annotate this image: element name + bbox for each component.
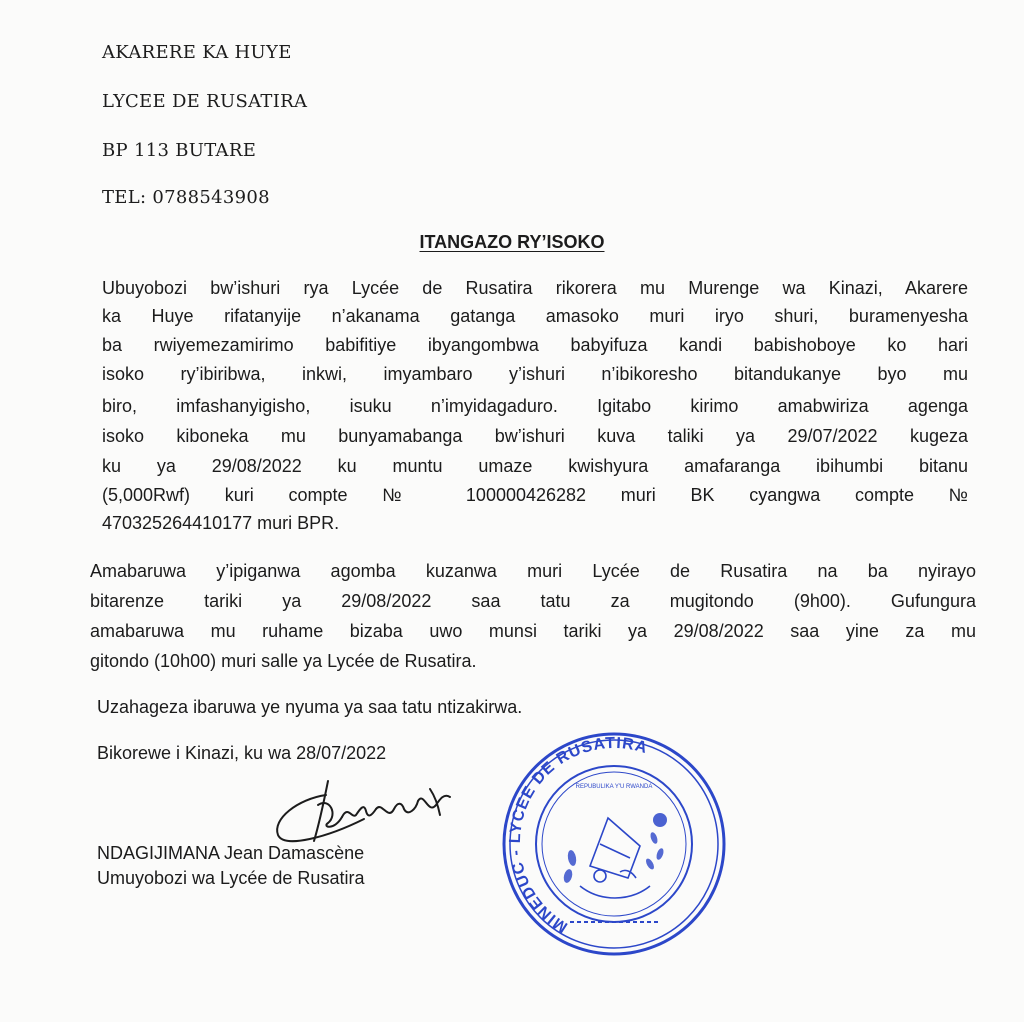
- signatory-title: Umuyobozi wa Lycée de Rusatira: [97, 868, 365, 888]
- paragraph-line: ba rwiyemezamirimo babifitiye ibyangombwa babyifuza kandi babishoboye ko hari: [102, 335, 968, 355]
- svg-text:MINEDUC - LYCEE DE RUSATIRA: MINEDUC - LYCEE DE RUSATIRA: [506, 734, 650, 936]
- paragraph-line: 470325264410177 muri BPR.: [102, 513, 340, 533]
- letterhead-tel: TEL: 0788543908: [102, 187, 270, 208]
- paragraph-line: gitondo (10h00) muri salle ya Lycée de Rusatira.: [90, 651, 477, 671]
- late-submission-notice: Uzahageza ibaruwa ye nyuma ya saa tatu ntizakirwa.: [97, 697, 523, 717]
- paragraph-line: biro, imfashanyigisho, isuku n’imyidagaduro. Igitabo kirimo amabwiriza agenga: [102, 396, 968, 416]
- letterhead-district: AKARERE KA HUYE: [102, 42, 292, 63]
- paragraph-line: ku ya 29/08/2022 ku muntu umaze kwishyura amafaranga ibihumbi bitanu: [102, 456, 968, 476]
- paragraph-line: ka Huye rifatanyije n’akanama gatanga amasoko muri iryo shuri, buramenyesha: [102, 306, 968, 326]
- paragraph-line: Ubuyobozi bw’ishuri rya Lycée de Rusatira rikorera mu Murenge wa Kinazi, Akarere: [102, 278, 968, 298]
- paragraph-line: Amabaruwa y’ipiganwa agomba kuzanwa muri Lycée de Rusatira na ba nyirayo: [90, 561, 976, 581]
- paragraph-line: (5,000Rwf) kuri compte № 100000426282 muri BK cyangwa compte №: [102, 485, 968, 505]
- place-date: Bikorewe i Kinazi, ku wa 28/07/2022: [97, 743, 387, 763]
- paragraph-line: amabaruwa mu ruhame bizaba uwo munsi tariki ya 29/08/2022 saa yine za mu: [90, 621, 976, 641]
- paragraph-line: bitarenze tariki ya 29/08/2022 saa tatu za mugitondo (9h00). Gufungura: [90, 591, 976, 611]
- official-stamp-seal: [500, 726, 728, 962]
- paragraph-line: isoko ry’ibiribwa, inkwi, imyambaro y’ishuri n’ibikoresho bitandukanye byo mu: [102, 364, 968, 384]
- svg-text:REPUBULIKA Y'U RWANDA: REPUBULIKA Y'U RWANDA: [575, 784, 653, 790]
- paragraph-line: isoko kiboneka mu bunyamabanga bw’ishuri kuva taliki ya 29/07/2022 kugeza: [102, 426, 968, 446]
- letterhead-address: BP 113 BUTARE: [102, 140, 257, 161]
- letterhead-school: LYCEE DE RUSATIRA: [102, 91, 308, 112]
- signatory-name: NDAGIJIMANA Jean Damascène: [97, 843, 365, 863]
- document-title: ITANGAZO RY’ISOKO: [419, 232, 605, 252]
